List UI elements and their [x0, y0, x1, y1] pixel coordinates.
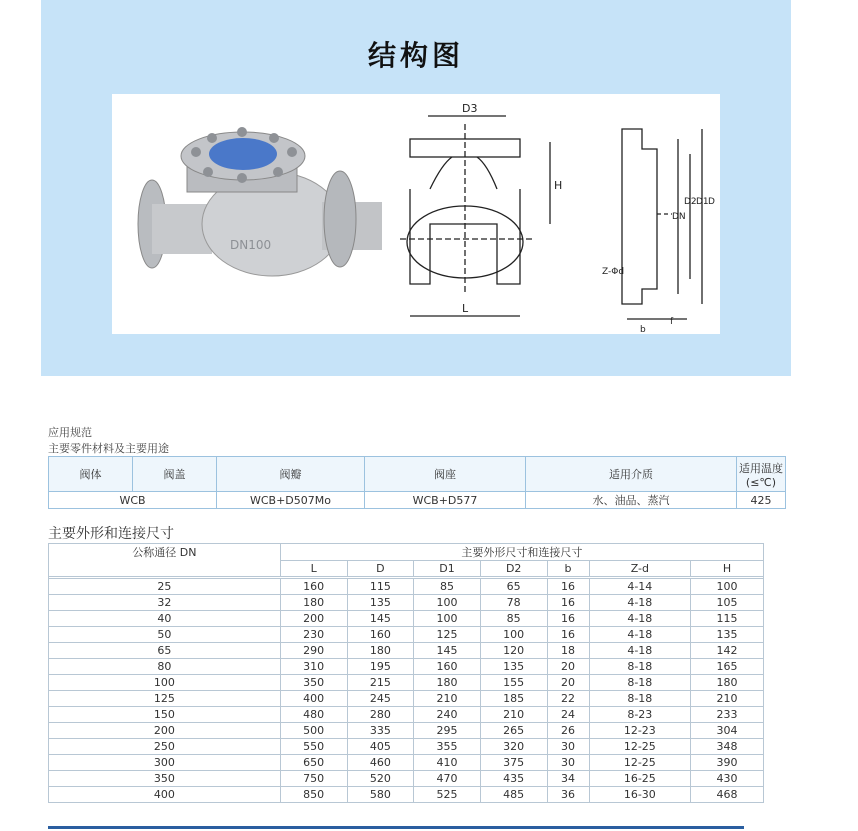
bottom-rule: [48, 826, 744, 829]
table-cell: 100: [414, 595, 481, 611]
table-cell: 8-23: [589, 707, 691, 723]
column-header: Z-d: [589, 561, 691, 577]
table-cell: 8-18: [589, 659, 691, 675]
parts-title: 主要零件材料及主要用途: [48, 442, 169, 455]
table-cell: 390: [691, 755, 764, 771]
table-cell: 100: [49, 675, 281, 691]
table-cell: 180: [691, 675, 764, 691]
table-cell: 525: [414, 787, 481, 803]
table-cell: 335: [347, 723, 414, 739]
table-cell: 180: [414, 675, 481, 691]
table-cell: 30: [547, 739, 589, 755]
table-cell: 18: [547, 643, 589, 659]
banner-title: 结构图: [367, 39, 464, 72]
table-cell: 290: [280, 643, 347, 659]
header-dn: 公称通径 DN: [49, 544, 281, 577]
table-cell: 348: [691, 739, 764, 755]
table-row: [49, 707, 764, 723]
d-label: D: [708, 197, 715, 207]
table-cell: 12-23: [589, 723, 691, 739]
table-cell: 105: [691, 595, 764, 611]
table-cell: 20: [547, 675, 589, 691]
table-cell: 4-18: [589, 595, 691, 611]
table-cell: 12-25: [589, 739, 691, 755]
table-cell: 180: [280, 595, 347, 611]
table-cell: 355: [414, 739, 481, 755]
table-cell: 26: [547, 723, 589, 739]
table-cell: 142: [691, 643, 764, 659]
table-cell: 435: [480, 771, 547, 787]
table-cell: 430: [691, 771, 764, 787]
table-cell: 310: [280, 659, 347, 675]
table-cell: 50: [49, 627, 281, 643]
table-cell: 100: [691, 579, 764, 595]
header-temperature: 适用温度 (≤℃): [737, 457, 786, 492]
table-cell: 32: [49, 595, 281, 611]
table-cell: 24: [547, 707, 589, 723]
table-cell: 550: [280, 739, 347, 755]
table-cell: 185: [480, 691, 547, 707]
table-cell: 520: [347, 771, 414, 787]
table-cell: 400: [280, 691, 347, 707]
table-cell: 125: [49, 691, 281, 707]
table-row: [49, 595, 764, 611]
table-cell: 160: [414, 659, 481, 675]
table-row: [49, 627, 764, 643]
table-cell: 16: [547, 595, 589, 611]
table-row: [49, 579, 764, 595]
table-cell: 22: [547, 691, 589, 707]
cell-seat-material: WCB+D577: [365, 492, 526, 509]
table-cell: 4-14: [589, 579, 691, 595]
table-cell: 36: [547, 787, 589, 803]
table-cell: 12-25: [589, 755, 691, 771]
valve-badge: DN100: [230, 238, 272, 252]
table-cell: 115: [691, 611, 764, 627]
table-cell: 150: [49, 707, 281, 723]
table-cell: 304: [691, 723, 764, 739]
header-bonnet: 阀盖: [133, 457, 217, 492]
h-label: H: [554, 179, 563, 192]
table-cell: 145: [414, 643, 481, 659]
table-cell: 750: [280, 771, 347, 787]
table-cell: 405: [347, 739, 414, 755]
table-cell: 210: [480, 707, 547, 723]
table-cell: 480: [280, 707, 347, 723]
dims-title: 主要外形和连接尺寸: [48, 526, 174, 542]
materials-table: [48, 456, 786, 509]
dn-label: DN: [672, 212, 686, 222]
table-cell: 350: [280, 675, 347, 691]
table-cell: 115: [347, 579, 414, 595]
table-cell: 470: [414, 771, 481, 787]
table-cell: 16-25: [589, 771, 691, 787]
table-cell: 65: [49, 643, 281, 659]
table-row: [49, 787, 764, 803]
table-cell: 80: [49, 659, 281, 675]
table-cell: 135: [347, 595, 414, 611]
table-cell: 485: [480, 787, 547, 803]
table-row: [49, 723, 764, 739]
table-cell: 500: [280, 723, 347, 739]
table-cell: 30: [547, 755, 589, 771]
table-cell: 350: [49, 771, 281, 787]
table-row: [49, 755, 764, 771]
table-cell: 650: [280, 755, 347, 771]
table-cell: 280: [347, 707, 414, 723]
table-cell: 375: [480, 755, 547, 771]
table-cell: 100: [480, 627, 547, 643]
table-cell: 160: [347, 627, 414, 643]
column-header: b: [547, 561, 589, 577]
table-cell: 85: [480, 611, 547, 627]
table-cell: 16: [547, 627, 589, 643]
header-seat: 阀座: [365, 457, 526, 492]
valve-illustration: [112, 94, 720, 334]
flange-drawing: [602, 129, 715, 334]
table-cell: 850: [280, 787, 347, 803]
header-medium: 适用介质: [526, 457, 737, 492]
header-body: 阀体: [49, 457, 133, 492]
table-row: [49, 659, 764, 675]
table-cell: 165: [691, 659, 764, 675]
table-cell: 155: [480, 675, 547, 691]
dimensions-table: [48, 543, 764, 803]
table-cell: 210: [691, 691, 764, 707]
table-cell: 20: [547, 659, 589, 675]
table-cell: 300: [49, 755, 281, 771]
d3-label: D3: [462, 102, 478, 115]
table-cell: 245: [347, 691, 414, 707]
table-cell: 200: [280, 611, 347, 627]
table-cell: 16-30: [589, 787, 691, 803]
table-cell: 78: [480, 595, 547, 611]
table-cell: 145: [347, 611, 414, 627]
table-cell: 135: [480, 659, 547, 675]
table-cell: 460: [347, 755, 414, 771]
column-header: H: [691, 561, 764, 577]
zd-label: Z-Φd: [602, 267, 625, 277]
table-row: [49, 771, 764, 787]
table-row: [49, 643, 764, 659]
table-row: [49, 611, 764, 627]
table-cell: 160: [280, 579, 347, 595]
d1-label: D1: [696, 197, 709, 207]
table-cell: 215: [347, 675, 414, 691]
l-label: L: [462, 302, 469, 315]
table-cell: 240: [414, 707, 481, 723]
table-cell: 468: [691, 787, 764, 803]
header-group: 主要外形尺寸和连接尺寸: [280, 544, 763, 561]
section-drawing: [400, 102, 562, 316]
table-cell: 4-18: [589, 643, 691, 659]
usage-label: 应用规范: [48, 426, 92, 439]
column-header: L: [280, 561, 347, 577]
table-cell: 265: [480, 723, 547, 739]
table-cell: 100: [414, 611, 481, 627]
table-cell: 200: [49, 723, 281, 739]
table-cell: 125: [414, 627, 481, 643]
table-cell: 16: [547, 579, 589, 595]
table-cell: 230: [280, 627, 347, 643]
table-cell: 320: [480, 739, 547, 755]
table-row: [49, 691, 764, 707]
table-row: [49, 675, 764, 691]
table-cell: 8-18: [589, 691, 691, 707]
cell-temperature: 425: [737, 492, 786, 509]
table-cell: 180: [347, 643, 414, 659]
table-cell: 410: [414, 755, 481, 771]
table-cell: 40: [49, 611, 281, 627]
table-cell: 295: [414, 723, 481, 739]
table-cell: 120: [480, 643, 547, 659]
table-cell: 16: [547, 611, 589, 627]
cell-medium: 水、油品、蒸汽: [526, 492, 737, 509]
cell-disc-material: WCB+D507Mo: [217, 492, 365, 509]
table-cell: 4-18: [589, 611, 691, 627]
table-cell: 135: [691, 627, 764, 643]
table-cell: 34: [547, 771, 589, 787]
structure-banner: [41, 0, 791, 376]
table-cell: 195: [347, 659, 414, 675]
table-cell: 8-18: [589, 675, 691, 691]
product-image-panel: [112, 94, 720, 334]
table-cell: 233: [691, 707, 764, 723]
table-cell: 4-18: [589, 627, 691, 643]
table-cell: 85: [414, 579, 481, 595]
header-disc: 阀瓣: [217, 457, 365, 492]
column-header: D1: [414, 561, 481, 577]
f-label: f: [670, 317, 674, 327]
d2-label: D2: [684, 197, 697, 207]
table-cell: 25: [49, 579, 281, 595]
table-cell: 210: [414, 691, 481, 707]
table-cell: 400: [49, 787, 281, 803]
table-cell: 250: [49, 739, 281, 755]
table-cell: 580: [347, 787, 414, 803]
table-row: [49, 739, 764, 755]
column-header: D2: [480, 561, 547, 577]
column-header: D: [347, 561, 414, 577]
table-cell: 65: [480, 579, 547, 595]
cell-body-material: WCB: [49, 492, 217, 509]
valve-photo: [138, 127, 382, 276]
b-label: b: [640, 325, 646, 334]
